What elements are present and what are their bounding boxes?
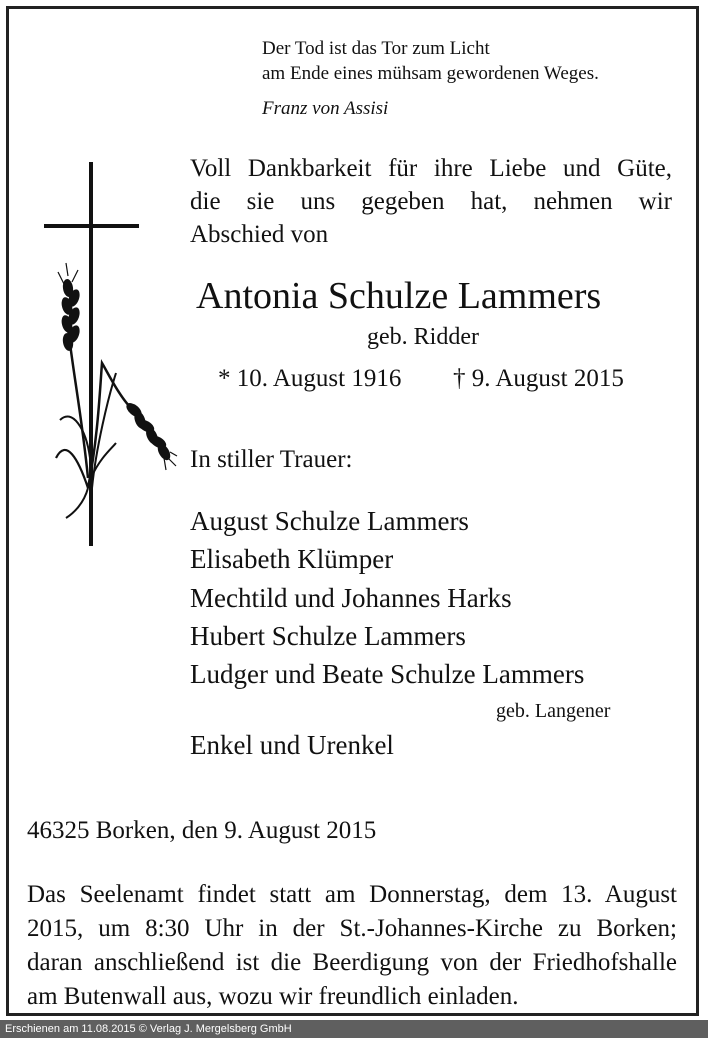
deceased-birth-name: geb. Ridder bbox=[367, 324, 479, 350]
mourner-name: Mechtild und Johannes Harks bbox=[190, 583, 512, 613]
notice-line-2: 2015, um 8:30 Uhr in der St.-Johannes-Kirche zu Borken; bbox=[27, 915, 677, 942]
mourner-name: Elisabeth Klümper bbox=[190, 544, 394, 574]
mourner-birth-name: geb. Langener bbox=[496, 700, 611, 722]
grandchildren: Enkel und Urenkel bbox=[190, 730, 394, 760]
notice-line-3: daran anschließend ist die Beerdigung von der Friedhofshalle bbox=[27, 949, 677, 976]
funeral-notice bbox=[27, 878, 677, 1014]
quote-line-2: am Ende eines mühsam gewordenen Weges. bbox=[262, 63, 599, 84]
death-date: † 9. August 2015 bbox=[453, 365, 624, 392]
notice-line-1: Das Seelenamt findet statt am Donnerstag, dem 13. August bbox=[27, 881, 677, 908]
notice-line-4: am Butenwall aus, wozu wir freundlich einladen. bbox=[27, 983, 519, 1010]
intro-line-3: Abschied von bbox=[190, 221, 329, 248]
intro-line-1: Voll Dankbarkeit für ihre Liebe und Güte, bbox=[190, 155, 672, 182]
publication-footer: Erschienen am 11.08.2015 © Verlag J. Mergelsberg GmbH bbox=[0, 1020, 708, 1038]
mourner-name: Ludger und Beate Schulze Lammers bbox=[190, 659, 585, 689]
intro-line-2: die sie uns gegeben hat, nehmen wir bbox=[190, 188, 672, 215]
quote-author: Franz von Assisi bbox=[262, 98, 389, 119]
mourner-name: Hubert Schulze Lammers bbox=[190, 621, 466, 651]
mourning-heading: In stiller Trauer: bbox=[190, 446, 353, 473]
birth-date: * 10. August 1916 bbox=[218, 365, 402, 392]
deceased-name: Antonia Schulze Lammers bbox=[196, 275, 602, 317]
place-date: 46325 Borken, den 9. August 2015 bbox=[27, 817, 377, 844]
quote-line-1: Der Tod ist das Tor zum Licht bbox=[262, 38, 490, 59]
cross-with-wheat-icon bbox=[38, 158, 178, 550]
intro-text bbox=[190, 152, 672, 251]
mourner-name: August Schulze Lammers bbox=[190, 506, 469, 536]
